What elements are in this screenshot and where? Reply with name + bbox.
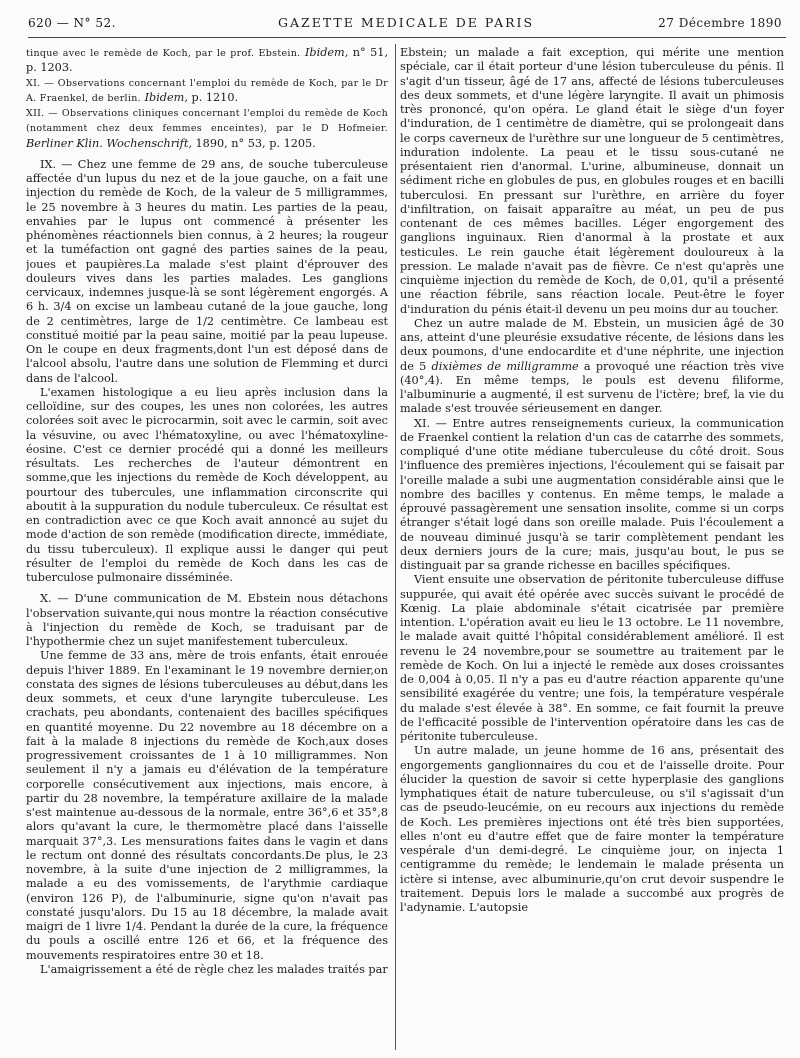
left-column (26, 46, 388, 1050)
paragraph-weight-loss: L'amaigrissement a été de règle chez les malades traités par (40, 962, 388, 976)
paragraph-continuation: Ebstein; un malade a fait exception, qui mérite une mention spéciale, car il était porteur d'une lésion tuberculeuse du pénis. Il s'agit d'un tisseur, âgé de 17 ans, affecté de lésions tuberculeuses des deux sommets, et d'une légère laryngite. Il avait un phimosis très prononcé, qu'on opéra. Le gland était le siège d'un foyer d'induration, de 1 centimètre de diamètre, qui se prolongeait dans le corps caverneux de l'urèthre sur une longueur de 5 centimètres, induration indolente. La peau et le tissu sous-cutané ne présentaient rien d'anormal. L'urine, albumineuse, donnait un sédiment riche en globules de pus, en globules rouges et en bacilli tuberculosi. En pressant sur l'urèthre, en arrière du foyer d'infiltration, on faisait apparaître au méat, un peu de pus contenant de ces mêmes bacilles. Léger engorgement des ganglions inguinaux. Rien d'anormal à la prostate et aux testicules. Le rein gauche était légèrement douloureux à la pression. Le malade n'avait pas de fièvre. Ce n'est qu'après une cinquième injection du remède de Koch, de 0,01, qu'il a présenté une réaction fébrile, sans réaction locale. Peut-être le foyer d'induration du pénis était-il devenu un peu moins dur au toucher. (400, 46, 784, 316)
paragraph-young-man: Un autre malade, un jeune homme de 16 ans, présentait des engorgements ganglionnaires du cou et de l'aisselle droite. Pour élucider la question de savoir si cette hyperplasie des ganglions lymphatiques était de nature tuberculeuse, ou s'il s'agissait d'un cas de pseudo-leucémie, on eu recours aux injections du remède de Koch. Les premières injections ont été très bien supportées, elles n'ont eu d'autre effet que de faire monter la température vespérale d'un demi-degré. Le cinquième jour, on injecta 1 centigramme du remède; le lendemain le malade présenta un ictère si intense, avec albuminurie,qu'on crut devoir suspendre le traitement. Depuis lors le malade a succombé aux progrès de l'adynamie. L'autopsie (400, 744, 784, 914)
header-rule (28, 37, 786, 38)
journal-title: GAZETTE MEDICALE DE PARIS (278, 15, 535, 30)
right-column (400, 46, 784, 1050)
paragraph-x: X. — D'une communication de M. Ebstein nous détachons l'observation suivante,qui nous montre la réaction consécutive à l'injection du remède de Koch, se traduisant par de l'hypothermie chez un sujet manifestement tuberculeux. (26, 592, 388, 648)
biblio-entry-x: tinque avec le remède de Koch, par le prof. Ebstein. Ibidem, n° 51, p. 1203. (26, 46, 388, 75)
page-number: 620 — N° 52. (28, 16, 116, 30)
paragraph-case-woman: Une femme de 33 ans, mère de trois enfants, était enrouée depuis l'hiver 1889. En l'examinant le 19 novembre dernier,on constata des signes de lésions tuberculeuses au début,dans les deux sommets, et ceux d'une laryngite tuberculeuse. Les crachats, peu abondants, contenaient des bacilles spécifiques en quantité moyenne. Du 22 novembre au 18 décembre on a fait à la malade 8 injections du remède de Koch,aux doses progressivement croissantes de 1 à 10 milligrammes. Non seulement il n'y a jamais eu d'élévation de la température corporelle consécutivement aux injections, mais encore, à partir du 28 novembre, la température axillaire de la malade s'est maintenue au-dessous de la normale, entre 36°,6 et 35°,8 alors qu'avant la cure, le thermomètre placé dans l'aisselle marquait 37°,3. Les mensurations faites dans le vagin et dans le rectum ont donné des résultats concordants.De plus, le 23 novembre, à la suite d'une injection de 2 milligrammes, la malade a eu des vomissements, de l'arythmie cardiaque (environ 126 P), de l'albuminurie, signe qu'on n'avait pas constaté jusqu'alors. Du 15 au 18 décembre, la malade avait maigri de 1 livre 1/4. Pendant la durée de la cure, la fréquence du pouls a oscillé entre 126 et 66, et la fréquence des mouvements respiratoires entre 30 et 18. (26, 649, 388, 962)
paragraph-histology: L'examen histologique a eu lieu après inclusion dans la celloïdine, sur des coupes, les unes non colorées, les autres colorées soit avec le picrocarmin, soit avec le carmin, soit avec la vésuvine, ou avec l'hématoxyline, ou avec l'hématoxyline-éosine. C'est ce dernier procédé qui a donné les meilleurs résultats. Les recherches de l'auteur démontrent en somme,que les injections du remède de Koch développent, au pourtour des tubercules, une inflammation circonscrite qui aboutit à la suppuration du nodule tuberculeux. Ce résultat est en contradiction avec ce que Koch avait annoncé au sujet du mode d'action de son remède (modification directe, immédiate, du tissu tuberculeux). Il explique aussi le danger qui peut résulter de l'emploi du remède de Koch dans les cas de tuberculose pulmonaire disséminée. (26, 385, 388, 584)
biblio-entry-xi: XI. — Observations concernant l'emploi du remède de Koch, par le Dr A. Fraenkel, de berlin. Ibidem, p. 1210. (26, 77, 388, 104)
paragraph-musician: Chez un autre malade de M. Ebstein, un musicien âgé de 30 ans, atteint d'une pleurésie exsudative récente, de lésions dans les deux poumons, d'une endocardite et d'une néphrite, une injection de 5 dixièmes de milligramme a provoqué une réaction très vive (40°,4). En même temps, le pouls est devenu filiforme, l'albuminurie a augmenté, il est survenu de l'ictère; bref, la vie du malade s'est trouvée sérieusement en danger. (400, 316, 784, 416)
page-header (28, 10, 782, 36)
biblio-entry-xii: XII. — Observations cliniques concernant l'emploi du remède de Koch (notamment chez deux femmes enceintes), par le D Hofmeier. Berliner Klin. Wochenschrift, 1890, n° 53, p. 1205. (26, 108, 388, 150)
paragraph-ix: IX. — Chez une femme de 29 ans, de souche tuberculeuse affectée d'un lupus du nez et de la joue gauche, on a fait une injection du remède de Koch, de la valeur de 5 milligrammes, le 25 novembre à 3 heures du matin. Les parties de la peau, envahies par le lupus ont commencé à présenter les phénomènes réactionnels bien connus, à 2 heures; la rougeur et la tuméfaction ont gagné des parties saines de la peau, joues et paupières.La malade s'est plaint d'éprouver des douleurs vives dans les parties malades. Les ganglions cervicaux, indemnes jusque-là se sont légèrement engorgés. A 6 h. 3/4 on excise un lambeau cutané de la joue gauche, long de 2 centimètres, large de 1/2 centimètre. Ce lambeau est constitué moitié par la peau saine, moitié par la peau lupeuse. On le coupe en deux fragments,dont l'un est déposé dans de l'alcool absolu, l'autre dans une solution de Flemming et durci dans de l'alcool. (26, 157, 388, 385)
paragraph-xi: XI. — Entre autres renseignements curieux, la communication de Fraenkel contient la relation d'un cas de catarrhe des sommets, compliqué d'une otite médiane tuberculeuse du côté droit. Sous l'influence des premières injections, l'écoulement qui se faisait par l'oreille malade a subi une augmentation considérable ainsi que le nombre des bacilles y contenus. En même temps, le malade a éprouvé passagèrement une sensation insolite, comme si un corps étranger s'était logé dans son oreille malade. Puis l'écoulement a de nouveau diminué jusqu'à se tarir complètement pendant les deux derniers jours de la cure; mais, jusqu'au bout, le pus se distinguait par sa grande richesse en bacilles spécifiques. (400, 416, 784, 572)
paragraph-peritonitis: Vient ensuite une observation de péritonite tuberculeuse diffuse suppurée, qui avait été opérée avec succès suivant le procédé de Kœnig. La plaie abdominale s'était cicatrisée par première intention. L'opération avait eu lieu le 13 octobre. Le 11 novembre, le malade avait quitté l'hôpital considérablement amélioré. Il est revenu le 24 novembre,pour se soumettre au traitement par le remède de Koch. On lui a injecté le remède aux doses croissantes de 0,004 à 0,05. Il n'y a pas eu d'autre réaction apparente qu'une sensibilité exagérée du ventre; une fois, la température vespérale du malade s'est élevée à 38°. En somme, ce fait fournit la preuve de l'efficacité possible de l'intervention opératoire dans les cas de péritonite tuberculeuse. (400, 573, 784, 743)
issue-date: 27 Décembre 1890 (658, 16, 782, 30)
column-divider (395, 44, 396, 1050)
